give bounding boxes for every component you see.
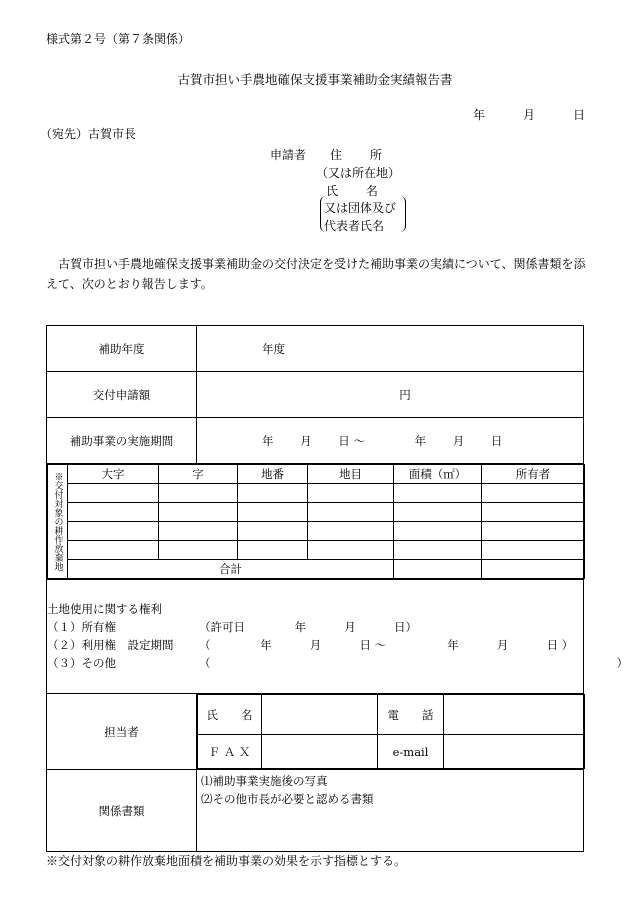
land-cell[interactable] <box>394 541 482 560</box>
docs-item: ⑴補助事業実施後の写真 <box>201 774 328 788</box>
contact-label: 担当者 <box>47 694 197 770</box>
land-cell[interactable] <box>159 522 238 541</box>
form-number: 様式第２号（第７条関係） <box>46 32 191 46</box>
total-area-cell[interactable] <box>394 560 482 579</box>
docs-label: 関係書類 <box>47 770 197 852</box>
contact-tel-label: 電 話 <box>378 695 444 735</box>
land-cell[interactable] <box>68 503 159 522</box>
header-owner: 所有者 <box>482 465 585 484</box>
header-oaza: 大字 <box>68 465 159 484</box>
amount-field[interactable] <box>197 372 584 418</box>
land-total-row <box>48 560 585 579</box>
applicant-name-label: 氏 名 <box>326 184 378 198</box>
contact-name-field[interactable] <box>262 695 378 735</box>
report-body-text: 古賀市担い手農地確保支援事業補助金の交付決定を受けた補助事業の実績について、関係書類を添えて、次のとおり報告します。 <box>46 257 586 291</box>
period-field[interactable] <box>197 418 584 464</box>
date-line <box>473 106 585 123</box>
land-cell[interactable] <box>394 503 482 522</box>
date-month-label: 月 <box>523 108 536 122</box>
land-cell[interactable] <box>308 522 394 541</box>
amount-unit: 円 <box>399 387 411 402</box>
period-label: 補助事業の実施期間 <box>47 418 197 464</box>
land-vertical-label: ※交付対象の耕作放棄地 <box>52 472 63 571</box>
land-cell[interactable] <box>482 541 585 560</box>
year-suffix: 年度 <box>262 341 285 356</box>
land-section <box>47 464 584 580</box>
applicant-address-label: 住 所 <box>330 148 382 162</box>
land-cell[interactable] <box>394 484 482 503</box>
rights-section <box>47 580 629 694</box>
land-cell[interactable] <box>68 484 159 503</box>
footnote: ※交付対象の耕作放棄地面積を補助事業の効果を示す指標とする。 <box>46 854 407 868</box>
contact-name-label: 氏 名 <box>198 695 262 735</box>
land-table <box>47 464 585 579</box>
contact-section <box>197 694 584 770</box>
rights-other-detail: （ ） <box>199 656 629 670</box>
land-row <box>48 522 585 541</box>
contact-email-label: e-mail <box>378 735 444 769</box>
rights-ownership-label: （１）所有権 <box>47 620 116 634</box>
amount-label: 交付申請額 <box>47 372 197 418</box>
land-cell[interactable] <box>482 503 585 522</box>
applicant-name-alt2: 代表者氏名 <box>324 219 385 233</box>
date-day-label: 日 <box>573 108 586 122</box>
land-cell[interactable] <box>308 484 394 503</box>
land-cell[interactable] <box>159 503 238 522</box>
total-label: 合計 <box>68 560 394 579</box>
land-cell[interactable] <box>308 503 394 522</box>
contact-tel-field[interactable] <box>444 695 585 735</box>
period-value: 年 月 日 ～ 年 月 日 <box>262 433 503 448</box>
header-chiban: 地番 <box>238 465 308 484</box>
land-row <box>48 484 585 503</box>
land-row <box>48 503 585 522</box>
contact-email-field[interactable] <box>444 735 585 769</box>
contact-table <box>197 694 585 769</box>
docs-item: ⑵その他市長が必要と認める書類 <box>201 792 374 806</box>
land-cell[interactable] <box>159 541 238 560</box>
addressee: （宛先）古賀市長 <box>40 127 137 141</box>
header-area: 面積（㎡） <box>394 465 482 484</box>
land-row <box>48 541 585 560</box>
applicant-label: 申請者 <box>270 148 307 162</box>
contact-fax-field[interactable] <box>262 735 378 769</box>
land-cell[interactable] <box>238 503 308 522</box>
rights-usage-detail: （ 年 月 日 ～ 年 月 日 ） <box>199 638 574 652</box>
land-cell[interactable] <box>238 522 308 541</box>
land-cell[interactable] <box>238 541 308 560</box>
rights-ownership-detail: （許可日 年 月 日） <box>199 620 417 634</box>
header-chimoku: 地目 <box>308 465 394 484</box>
land-cell[interactable] <box>308 541 394 560</box>
rights-usage-label: （２）利用権 設定期間 <box>47 638 174 652</box>
document-title: 古賀市担い手農地確保支援事業補助金実績報告書 <box>177 72 453 87</box>
date-year-label: 年 <box>473 108 486 122</box>
total-owner-cell[interactable] <box>482 560 585 579</box>
applicant-address-alt-label: （又は所在地） <box>316 166 401 180</box>
rights-other-label: （３）その他 <box>47 656 116 670</box>
land-vertical-label-cell <box>48 465 68 579</box>
land-cell[interactable] <box>482 522 585 541</box>
year-field[interactable] <box>197 326 584 372</box>
applicant-name-alt1: 又は団体及び <box>324 201 397 215</box>
docs-field[interactable] <box>197 770 584 852</box>
report-table <box>46 325 629 852</box>
land-cell[interactable] <box>482 484 585 503</box>
land-cell[interactable] <box>159 484 238 503</box>
header-aza: 字 <box>159 465 238 484</box>
land-cell[interactable] <box>68 522 159 541</box>
rights-title: 土地使用に関する権利 <box>47 602 162 616</box>
land-cell[interactable] <box>394 522 482 541</box>
land-cell[interactable] <box>68 541 159 560</box>
year-label: 補助年度 <box>47 326 197 372</box>
land-cell[interactable] <box>238 484 308 503</box>
contact-fax-label: Ｆ Ａ Ｘ <box>198 735 262 769</box>
